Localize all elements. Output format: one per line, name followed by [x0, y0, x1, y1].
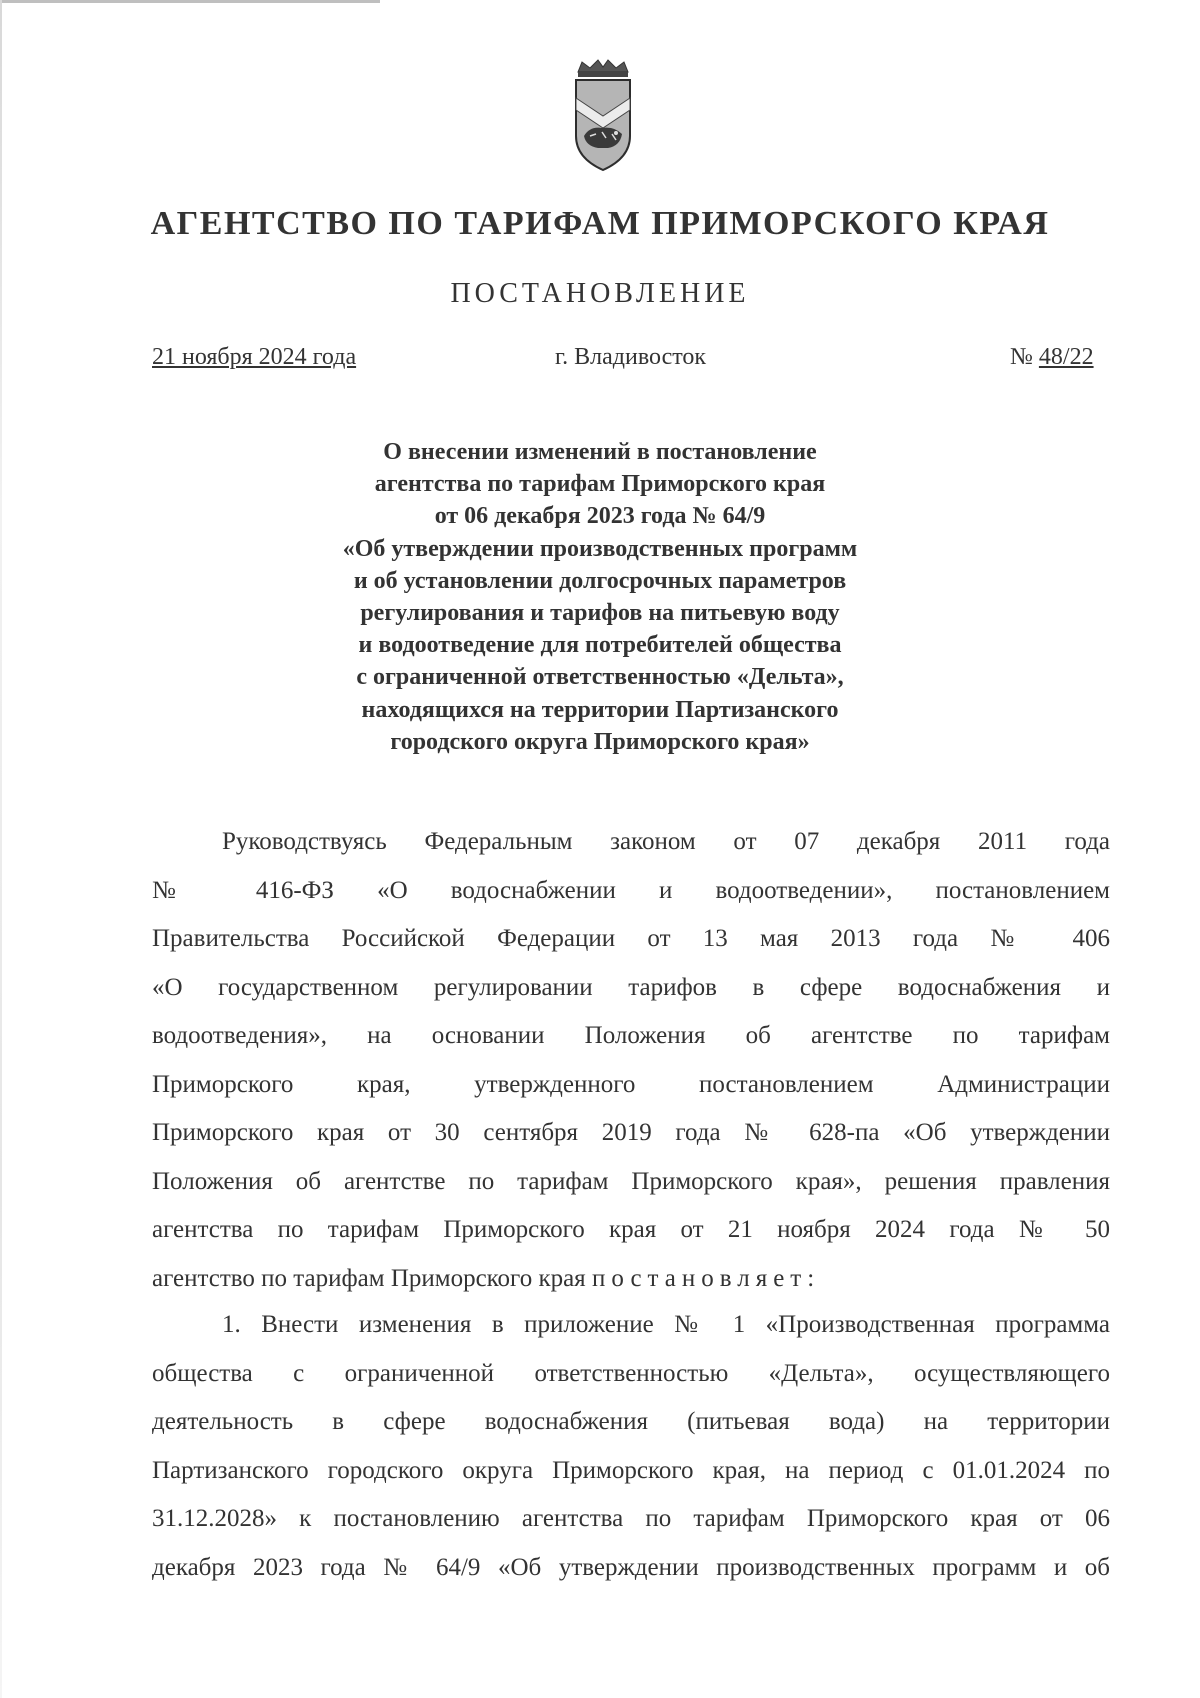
- title-line: от 06 декабря 2023 года № 64/9: [434, 503, 766, 530]
- title-line: «Об утверждении производственных программ: [342, 535, 858, 562]
- document-number: [1010, 344, 1094, 371]
- paragraph-line: водоотведения», на основании Положения об агентстве по тарифам: [152, 1022, 1110, 1049]
- title-line: и об установлении долгосрочных параметров: [353, 567, 847, 594]
- paragraph-line: агентства по тарифам Приморского края от 21 ноября 2024 года № 50: [152, 1216, 1110, 1243]
- title-line: городского округа Приморского края»: [390, 728, 810, 755]
- paragraph-line: Правительства Российской Федерации от 13 мая 2013 года № 406: [152, 925, 1110, 952]
- preamble-paragraph: [152, 818, 1110, 1303]
- paragraph-line: общества с ограниченной ответственностью «Дельта», осуществляющего: [152, 1359, 1110, 1387]
- paragraph-line: Положения об агентстве по тарифам Приморского края», решения правления: [152, 1167, 1110, 1195]
- paragraph-line: деятельность в сфере водоснабжения (питьевая вода) на территории: [152, 1408, 1110, 1435]
- paragraph-line-final: [152, 1255, 1110, 1304]
- document-type: ПОСТАНОВЛЕНИЕ: [450, 278, 750, 309]
- document-date: 21 ноября 2024 года: [152, 344, 357, 370]
- paragraph-line: 31.12.2028» к постановлению агентства по тарифам Приморского края от 06: [152, 1505, 1110, 1532]
- paragraph-line: Приморского края, утвержденного постановлением Администрации: [152, 1070, 1110, 1098]
- paragraph-line: декабря 2023 года № 64/9 «Об утверждении производственных программ и об: [152, 1553, 1110, 1581]
- number-prefix: №: [1010, 344, 1033, 370]
- paragraph-line: 1. Внести изменения в приложение № 1 «Производственная программа: [222, 1311, 1110, 1338]
- paragraph-line: № 416-ФЗ «О водоснабжении и водоотведении», постановлением: [152, 876, 1110, 904]
- title-line: и водоотведение для потребителей общества: [358, 632, 842, 659]
- title-line: с ограниченной ответственностью «Дельта»,: [356, 664, 844, 691]
- title-line: О внесении изменений в постановление: [383, 439, 817, 465]
- document-city: г. Владивосток: [555, 344, 707, 370]
- document-title: [250, 436, 950, 758]
- title-line: находящихся на территории Партизанского: [361, 696, 839, 723]
- scan-edge-left: [0, 0, 2, 1698]
- title-line: агентства по тарифам Приморского края: [374, 471, 826, 498]
- number-value: 48/22: [1038, 344, 1094, 370]
- paragraph-line: Приморского края от 30 сентября 2019 года № 628-па «Об утверждении: [152, 1119, 1110, 1146]
- title-line: регулирования и тарифов на питьевую воду: [360, 600, 840, 627]
- resolution-text: агентство по тарифам Приморского края: [152, 1264, 592, 1292]
- paragraph-line: Руководствуясь Федеральным законом от 07 декабря 2011 года: [222, 828, 1110, 855]
- paragraph-line: «О государственном регулировании тарифов в сфере водоснабжения и: [152, 973, 1110, 1001]
- agency-name: АГЕНТСТВО ПО ТАРИФАМ ПРИМОРСКОГО КРАЯ: [150, 205, 1050, 242]
- coat-of-arms-icon: [568, 58, 638, 178]
- item-1-paragraph: [152, 1301, 1110, 1592]
- scan-edge-top: [0, 0, 380, 3]
- resolution-verb: постановляет:: [591, 1264, 821, 1292]
- paragraph-line: Партизанского городского округа Приморского края, на период с 01.01.2024 по: [152, 1456, 1110, 1484]
